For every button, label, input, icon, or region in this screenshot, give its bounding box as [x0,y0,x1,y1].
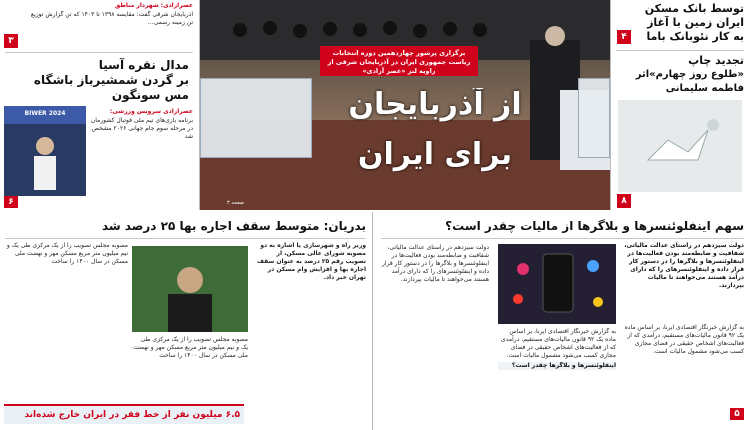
hero-photo [200,0,610,210]
top-story-label: عصرآزادی: شهردار مناطق [114,2,193,9]
housing-col2-text: مصوبه مجلس تصویب را از یک مرکزی طی یک و نیم میلیون متر مربع مسکن مهر و نهضت ملی مسکن در سال ۱۴۰۰ را ساخت [133,336,248,359]
right-column [610,0,750,210]
influencer-section [375,212,750,430]
story2-line3: فاطمه سلیمانی [665,83,744,94]
story1-line2: ایران زمین با آغاز [647,16,744,29]
ballot-box-right [578,78,610,158]
influencer-page-badge: ۵ [730,408,744,420]
story1-title: توسط بانک مسکن [644,2,744,15]
divider [5,238,366,239]
minister-photo [132,246,248,332]
influencer-intro: دولت سیزدهم در راستای عدالت مالیاتی، شفافیت و ضابطه‌مند بودن فعالیت‌ها در اینفلوئنسرها و بلاگرها را در دستور کار قرار داده و اینفلوئنسرهای را که دارای درآمد هستند می‌خواهند تا مالیات بپردازند. [624,242,744,289]
photo-credit: صفحه ۳ [227,200,244,206]
portrait-image [132,246,248,332]
story2-line2: «طلوع روز چهارم»اثر [635,69,744,80]
ballot-box-left [200,78,312,158]
housing-section [0,212,373,430]
smartphone-icon [498,244,616,324]
top-story-text: آذربایجان شرقی گفت: مقایسه ۱۳۹۸ تا ۱۴۰۳ که تن گزارش توزیع تن زمینه رسمی... [30,11,193,26]
left-column [0,0,200,210]
hero-headline-line2: برای ایران [357,138,513,172]
hero-tag-line1: برگزاری پرشور چهاردهمین دوره انتخابات [332,49,466,57]
housing-headline: بدریان: متوسط سقف اجاره بها ۲۵ درصد شد [101,219,366,233]
fencer-photo [4,106,86,196]
medal-headline-line3: مس سونگون [111,88,189,102]
housing-col3-text: مصوبه مجلس تصویب را از یک مرکزی طی یک و نیم میلیون متر مربع مسکن مهر و نهضت ملی مسکن در سال ۱۴۰۰ را ساخت [6,242,128,265]
story2-page-badge: ۸ [617,194,631,208]
story1-line3: به کار نئوبانک باما [646,30,744,43]
poverty-box [4,404,244,424]
photo-banner-text: BIWER 2024 [24,110,66,117]
poverty-headline: ۶.۵ میلیون نفر از خط فقر در ایران خارج شده‌اند [24,410,240,420]
influencer-col3-text: دولت سیزدهم در راستای عدالت مالیاتی، شفافیت و ضابطه‌مند بودن فعالیت‌ها در اینفلوئنسرها و بلاگرها را در دستور کار قرار داده و اینفلوئنسرهای را که دارای درآمد هستند می‌خواهند تا مالیات بپردازند. [381,244,489,283]
medal-headline-line2: بر گردن شمشیرباز باشگاه [33,73,189,87]
hero-tag-line2: ریاست جمهوری ایران در آذربایجان شرقی از زاویه لنز «عصر آزادی» [327,58,471,75]
story1-page-badge: ۴ [617,30,631,44]
sport-page-badge: ۶ [4,196,18,208]
divider [5,52,193,53]
divider [616,50,744,51]
sport-story-text: برنامه بازی‌های تیم ملی فوتبال کشورمان در مرحله سوم جام جهانی ۲۰۲۶ مشخص شد [90,117,193,140]
medal-headline-line1: مدال نقره آسیا [98,58,189,72]
bird-icon [618,100,742,192]
housing-body: وزیر راه و شهرسازی یا اشاره به دو مصوبه شورای عالی مسکن، از تصویب رقم ۲۵ درصد به عنوان سقف اجاره بها و افزایش وام مسکن در تهران خبر داد. [256,242,366,281]
influencer-col2-text: به گزارش خبرنگار اقتصادی ایرنا، بر اساس ماده یک ۹۲ قانون مالیات‌های مستقیم، درآمدی که از فعالیت‌های اشخاص حقیقی در فضای مجازی کسب می‌شود مشمول مالیات است. [501,328,616,359]
book-cover-image [618,100,742,192]
divider [381,238,744,239]
sport-section-label: عصرآزادی سرویس ورزشی: [109,108,193,115]
hero-headline-line1: از آذربایجان [348,88,522,122]
athlete-image [4,106,86,196]
social-media-photo [498,244,616,324]
influencer-callout: اینفلوئنسرها و بلاگرها چقدر است؟ [498,362,616,370]
influencer-body: به گزارش خبرنگار اقتصادی ایرنا، بر اساس ماده یک ۹۲ قانون مالیات‌های مستقیم، درآمدی که از فعالیت‌های اشخاص حقیقی در فضای مجازی کسب می‌شود مشمول مالیات است. [624,324,744,355]
hero-tag [320,46,478,76]
influencer-headline: سهم اینفلوئنسرها و بلاگرها از مالیات چقدر است؟ [445,219,744,233]
story2-title: تجدید چاپ [688,54,744,67]
top-story-badge: ۳ [4,34,18,48]
